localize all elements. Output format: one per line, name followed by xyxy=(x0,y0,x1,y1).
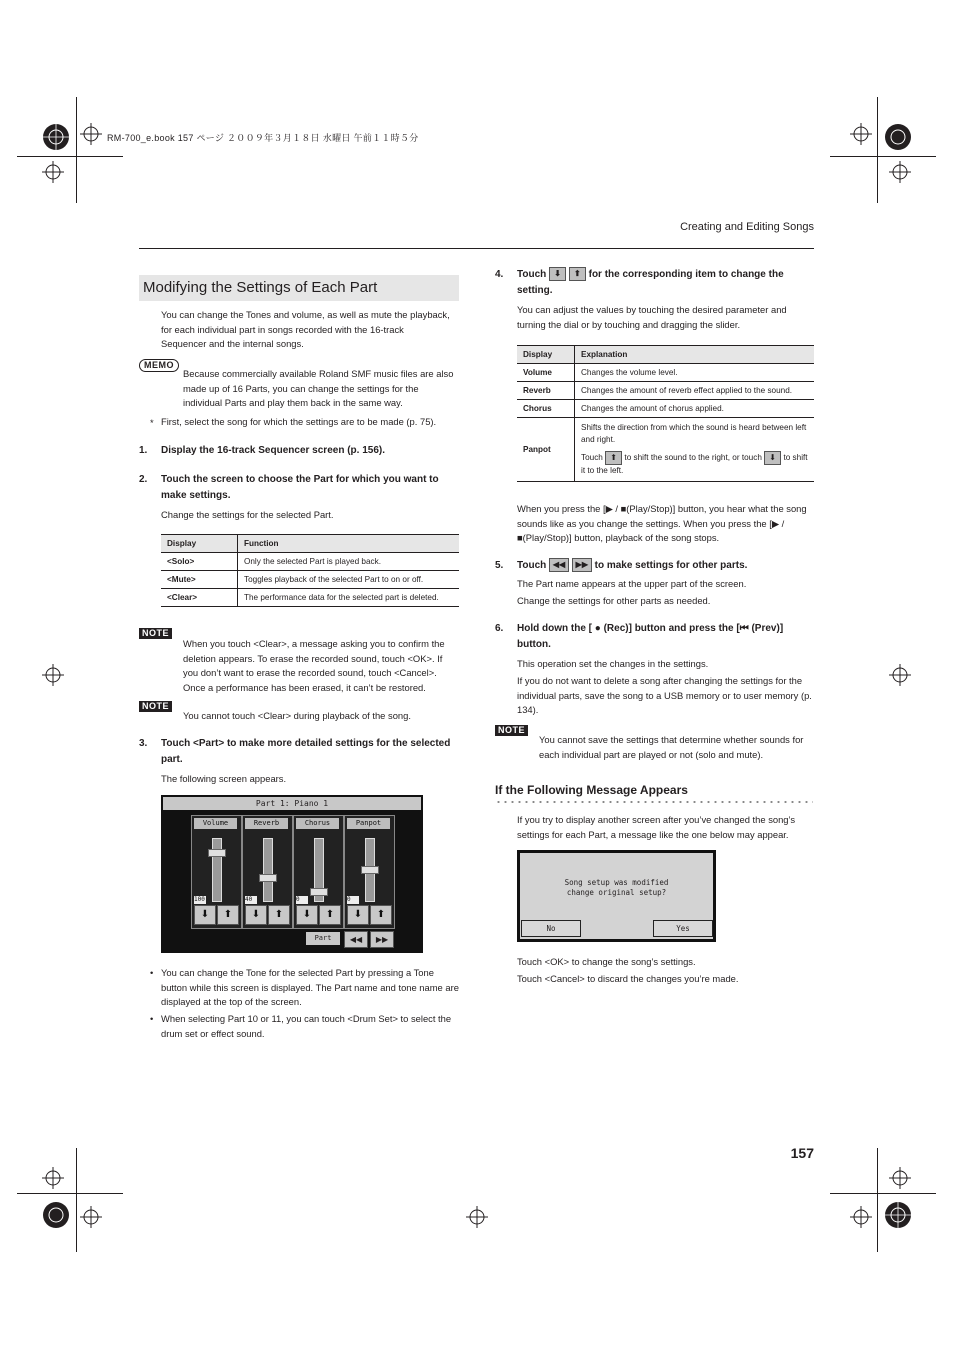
bullet-dot: • xyxy=(150,967,154,978)
intro-text: You can change the Tones and volume, as well as mute the playback, for each individual part in songs recorded with the 16-track Sequencer and the internal songs. xyxy=(161,309,450,350)
step-text: Touch xyxy=(517,560,547,571)
slider-column xyxy=(242,815,293,929)
page-number: 157 xyxy=(790,1145,814,1161)
table-row xyxy=(517,382,814,400)
crosshair-icon xyxy=(42,161,64,183)
table-header: Function xyxy=(238,535,460,553)
table-cell: Toggles playback of the selected Part to on or off. xyxy=(238,571,460,589)
step-text: Display the 16-track Sequencer screen (p. 156). xyxy=(161,445,385,456)
step-number: 5. xyxy=(495,560,504,571)
crop-mark xyxy=(76,97,77,203)
step-text: Touch <Part> to make more detailed settings for the selected part. xyxy=(161,738,451,765)
memo-text: Because commercially available Roland SMF music files are also made up of 16 Parts, you can change the settings for the individual Parts and play them back in the same way. xyxy=(183,368,454,409)
registration-target-icon xyxy=(884,123,912,151)
table-cell: The performance data for the selected part is deleted. xyxy=(238,589,460,607)
slider-knob[interactable] xyxy=(361,866,379,874)
table-row xyxy=(161,589,459,607)
star-mark: * xyxy=(150,417,154,428)
table-header: Explanation xyxy=(575,346,815,364)
rewind-icon: ◀◀ xyxy=(549,558,569,572)
note-text: You cannot touch <Clear> during playback of the song. xyxy=(183,710,411,721)
value-display: 100 xyxy=(194,896,205,903)
cancel-text: Touch <Cancel> to discard the changes you’re made. xyxy=(517,973,739,984)
table-row xyxy=(517,418,814,482)
crop-mark xyxy=(76,1148,77,1252)
memo-badge: MEMO xyxy=(139,359,179,372)
crosshair-icon xyxy=(42,1167,64,1189)
step-text: to make settings for other parts. xyxy=(594,560,748,571)
running-head: Creating and Editing Songs xyxy=(680,221,814,233)
crosshair-icon xyxy=(889,161,911,183)
step-text: for the corresponding item to change the setting. xyxy=(517,269,784,296)
up-arrow-button[interactable]: ⬆ xyxy=(370,905,392,925)
crosshair-icon xyxy=(466,1206,488,1228)
table-row xyxy=(517,364,814,382)
parameter-button[interactable]: Reverb xyxy=(245,818,288,829)
step-6 xyxy=(495,621,814,653)
panpot-desc: Touch xyxy=(581,453,603,463)
value-display: 0 xyxy=(347,896,359,904)
bullet-text: You can change the Tone for the selected Part by pressing a Tone button while this screen is displayed. The Part name and tone name are displayed at the top of the screen. xyxy=(161,967,459,1008)
step-number: 3. xyxy=(139,738,148,749)
function-table xyxy=(161,534,459,607)
crop-mark xyxy=(17,1193,123,1194)
crosshair-icon xyxy=(889,1167,911,1189)
star-note: First, select the song for which the settings are to be made (p. 75). xyxy=(161,416,437,427)
table-cell: Changes the amount of reverb effect applied to the sound. xyxy=(575,382,815,400)
step-5 xyxy=(495,558,814,574)
value-display: 0 xyxy=(296,896,308,904)
crop-mark xyxy=(877,1148,878,1252)
crop-mark xyxy=(830,156,936,157)
slider-knob[interactable] xyxy=(259,874,277,882)
parameter-button[interactable]: Panpot xyxy=(347,818,390,829)
play-stop-icon: ▶ / ■ xyxy=(605,503,627,514)
step-3-sub: The following screen appears. xyxy=(161,773,287,784)
table-cell: Changes the amount of chorus applied. xyxy=(575,400,815,418)
step-5-sub: Change the settings for other parts as needed. xyxy=(517,595,711,606)
step-text: Touch xyxy=(517,269,547,280)
dialog-line: Song setup was modified xyxy=(564,878,669,887)
step-5-sub: The Part name appears at the upper part of the screen. xyxy=(517,578,747,589)
part-button[interactable]: Part xyxy=(306,932,340,945)
step-4 xyxy=(495,267,814,299)
step-4-sub: You can adjust the values by touching the desired parameter and turning the dial or by touching and dragging the slider. xyxy=(517,304,787,330)
table-cell: Only the selected Part is played back. xyxy=(238,553,460,571)
slider-knob[interactable] xyxy=(208,849,226,857)
down-arrow-button[interactable]: ⬇ xyxy=(245,905,267,925)
up-arrow-icon: ⬆ xyxy=(569,267,586,281)
parameter-button[interactable]: Volume xyxy=(194,818,237,829)
table-cell: <Solo> xyxy=(161,553,238,571)
crosshair-icon xyxy=(850,123,872,145)
registration-target-icon xyxy=(42,1201,70,1229)
value-display: 40 xyxy=(245,896,257,904)
yes-button[interactable]: Yes xyxy=(653,920,713,937)
table-cell: Chorus xyxy=(517,400,575,418)
table-cell: <Clear> xyxy=(161,589,238,607)
next-part-button[interactable]: ▶▶ xyxy=(370,931,394,948)
step-text: Hold down the [ ● (Rec)] button and press the [⏮ (Prev)] button. xyxy=(517,623,784,650)
file-info: RM-700_e.book 157 ページ ２００９年３月１８日 水曜日 午前１１時５分 xyxy=(107,133,419,143)
step-1 xyxy=(139,443,459,459)
note-badge: NOTE xyxy=(139,628,172,639)
fast-forward-icon: ▶▶ xyxy=(572,558,592,572)
registration-target-icon xyxy=(884,1201,912,1229)
table-cell xyxy=(575,418,815,482)
step-6-sub: If you do not want to delete a song after changing the settings for the individual parts, save the song to a USB memory or to user memory (p. 134). xyxy=(517,675,812,716)
step-number: 1. xyxy=(139,445,148,456)
table-cell: Changes the volume level. xyxy=(575,364,815,382)
play-stop-text xyxy=(517,502,814,546)
crop-mark xyxy=(17,156,123,157)
slider-track[interactable] xyxy=(263,838,273,902)
panpot-desc: to shift it to the left. xyxy=(581,453,808,475)
slider-column xyxy=(344,815,395,929)
bullet-text: When selecting Part 10 or 11, you can touch <Drum Set> to select the drum set or effect sound. xyxy=(161,1013,452,1039)
dialog-line: change original setup? xyxy=(566,888,667,897)
table-cell: Volume xyxy=(517,364,575,382)
dotted-rule xyxy=(495,800,813,804)
down-arrow-button[interactable]: ⬇ xyxy=(347,905,369,925)
no-button[interactable]: No xyxy=(521,920,581,937)
note-text: When you touch <Clear>, a message asking you to confirm the deletion appears. To erase the recorded sound, touch <OK>. If you don’t want to erase the recorded sound, touch <Cancel>. Once a performance has been erased, it can’t be restored. xyxy=(183,638,445,693)
table-header-row xyxy=(161,535,459,553)
panpot-desc: Shifts the direction from which the sound is heard between left and right. xyxy=(581,423,807,444)
step-2-sub: Change the settings for the selected Part. xyxy=(161,509,334,520)
step-3 xyxy=(139,736,459,768)
table-row xyxy=(161,571,459,589)
dialog-message xyxy=(520,878,713,898)
crosshair-icon xyxy=(889,664,911,686)
note-text: You cannot save the settings that determine whether sounds for each individual part are played or not (solo and mute). xyxy=(539,734,804,760)
up-arrow-icon: ⬆ xyxy=(605,451,622,465)
up-arrow-button[interactable]: ⬆ xyxy=(319,905,341,925)
subsection-heading: If the Following Message Appears xyxy=(495,783,688,797)
part-settings-screen xyxy=(161,795,423,953)
dialog-body xyxy=(520,853,713,939)
step-6-sub: This operation set the changes in the settings. xyxy=(517,658,709,669)
ok-text: Touch <OK> to change the song’s settings. xyxy=(517,956,696,967)
play-stop-icon: ▶ / ■ xyxy=(517,517,785,544)
down-arrow-icon: ⬇ xyxy=(764,451,781,465)
step-number: 4. xyxy=(495,269,504,280)
crosshair-icon xyxy=(850,1206,872,1228)
note-badge: NOTE xyxy=(139,701,172,712)
table-header: Display xyxy=(517,346,575,364)
step-2 xyxy=(139,472,459,504)
explanation-table xyxy=(517,345,814,482)
confirm-dialog xyxy=(517,850,716,942)
crop-mark xyxy=(830,1193,936,1194)
table-cell: Panpot xyxy=(517,418,575,482)
down-arrow-icon: ⬇ xyxy=(549,267,566,281)
table-header-row xyxy=(517,346,814,364)
step-text: Touch the screen to choose the Part for which you want to make settings. xyxy=(161,474,439,501)
crosshair-icon xyxy=(80,1206,102,1228)
section-title: Modifying the Settings of Each Part xyxy=(139,275,459,301)
table-row xyxy=(517,400,814,418)
slider-column xyxy=(293,815,344,929)
slider-track[interactable] xyxy=(212,838,222,902)
crop-mark xyxy=(877,97,878,203)
parameter-button[interactable]: Chorus xyxy=(296,818,339,829)
crosshair-icon xyxy=(80,123,102,145)
slider-knob[interactable] xyxy=(310,888,328,896)
screen-title: Part 1: Piano 1 xyxy=(163,797,421,810)
bullet-dot: • xyxy=(150,1013,154,1024)
down-arrow-button[interactable]: ⬇ xyxy=(194,905,216,925)
table-cell: Reverb xyxy=(517,382,575,400)
note-badge: NOTE xyxy=(495,725,528,736)
registration-target-icon xyxy=(42,123,70,151)
panpot-desc: to shift the sound to the right, or touch xyxy=(624,453,762,463)
text-fragment: (Play/Stop)] button, you hear what the song sounds like as you change the settings. When you press the [ xyxy=(517,503,807,529)
down-arrow-button[interactable]: ⬇ xyxy=(296,905,318,925)
table-cell: <Mute> xyxy=(161,571,238,589)
text-fragment: (Play/Stop)] button, playback of the song stops. xyxy=(522,532,720,544)
table-row xyxy=(161,553,459,571)
up-arrow-button[interactable]: ⬆ xyxy=(217,905,239,925)
step-number: 2. xyxy=(139,474,148,485)
step-number: 6. xyxy=(495,623,504,634)
prev-part-button[interactable]: ◀◀ xyxy=(344,931,368,948)
slider-column xyxy=(191,815,242,929)
header-rule xyxy=(139,248,814,249)
subsection-text: If you try to display another screen after you’ve changed the song’s settings for each Part, a message like the one below may appear. xyxy=(517,814,796,840)
text-fragment: When you press the [ xyxy=(517,503,606,514)
crosshair-icon xyxy=(42,664,64,686)
table-header: Display xyxy=(161,535,238,553)
up-arrow-button[interactable]: ⬆ xyxy=(268,905,290,925)
